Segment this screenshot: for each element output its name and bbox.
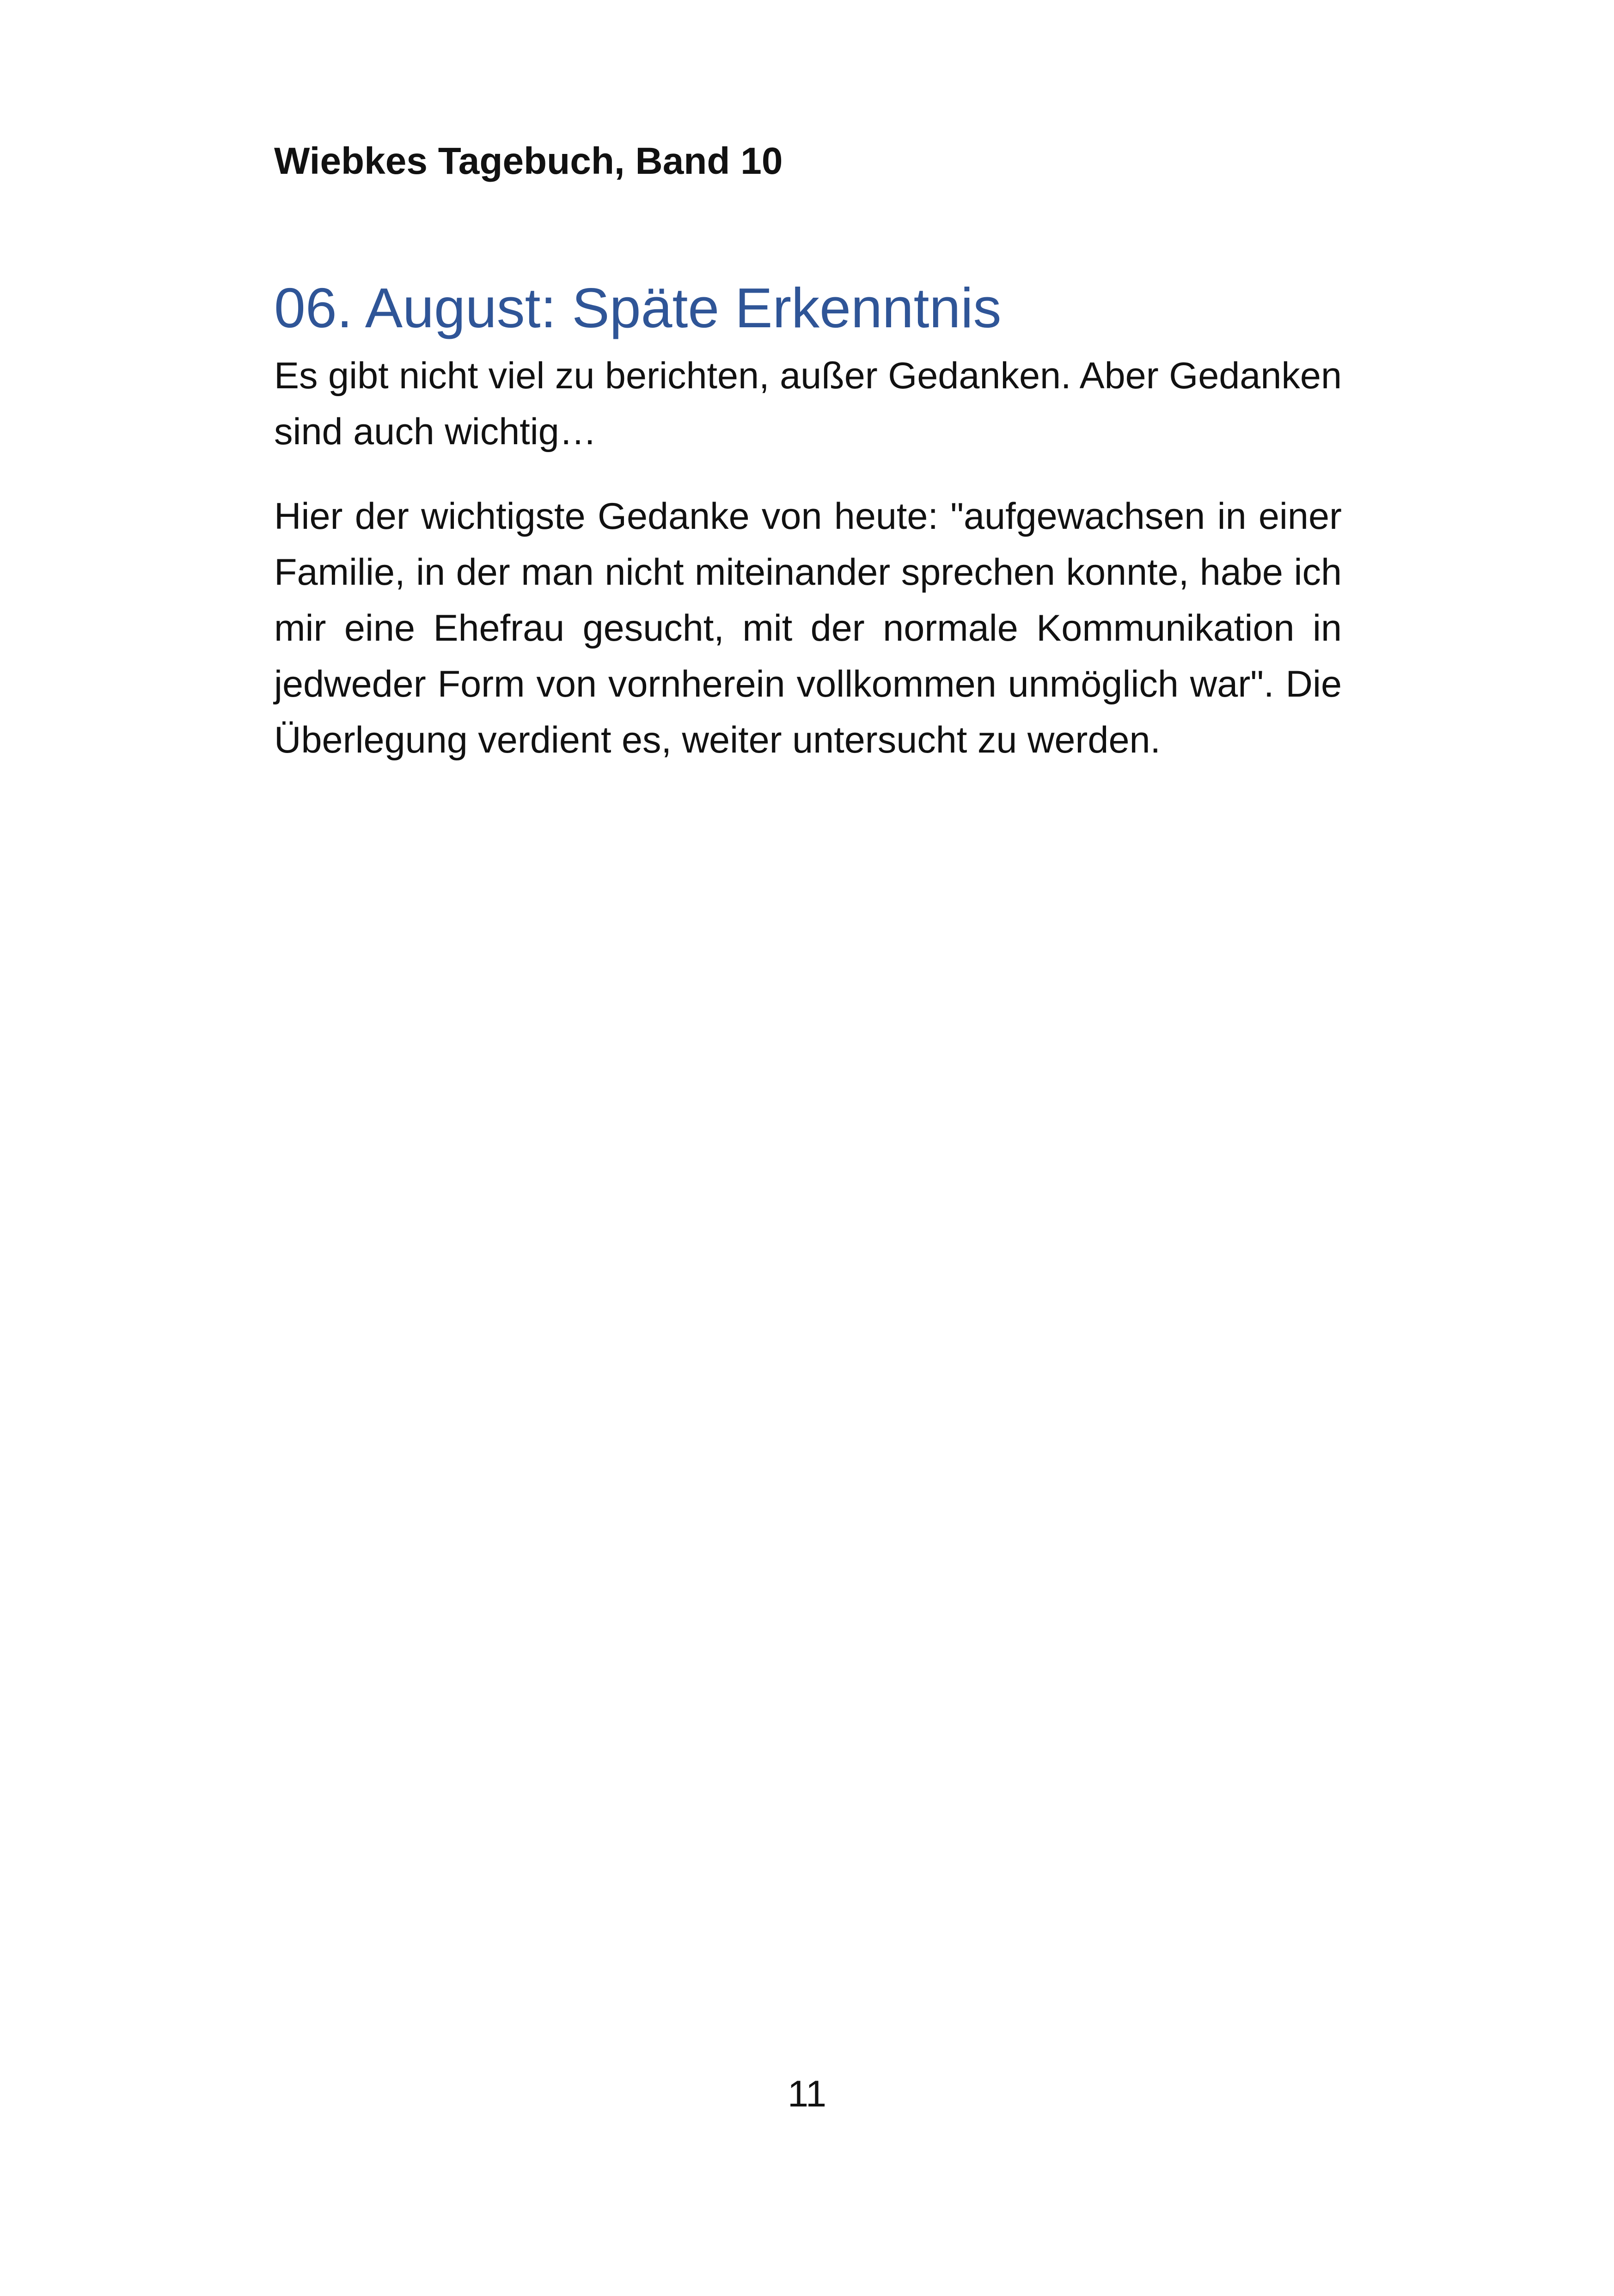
entry-title: 06. August: Späte Erkenntnis xyxy=(274,276,1002,339)
page-number: 11 xyxy=(787,2073,827,2115)
entry-paragraph-2: Hier der wichtigste Gedanke von heute: "aufgewachsen in einer Familie, in der man nicht miteinander sprechen konnte, habe ich mir eine Ehefrau gesucht, mit der normale Kommunikation in jedweder Form von vornherein vollkommen unmöglich war". Die Überlegung verdient es, weiter untersucht zu werden. xyxy=(274,495,1342,761)
entry-content xyxy=(274,273,1342,797)
running-header: Wiebkes Tagebuch, Band 10 xyxy=(274,140,783,182)
entry-paragraph-1: Es gibt nicht viel zu berichten, außer Gedanken. Aber Gedanken sind auch wichtig… xyxy=(274,355,1342,453)
